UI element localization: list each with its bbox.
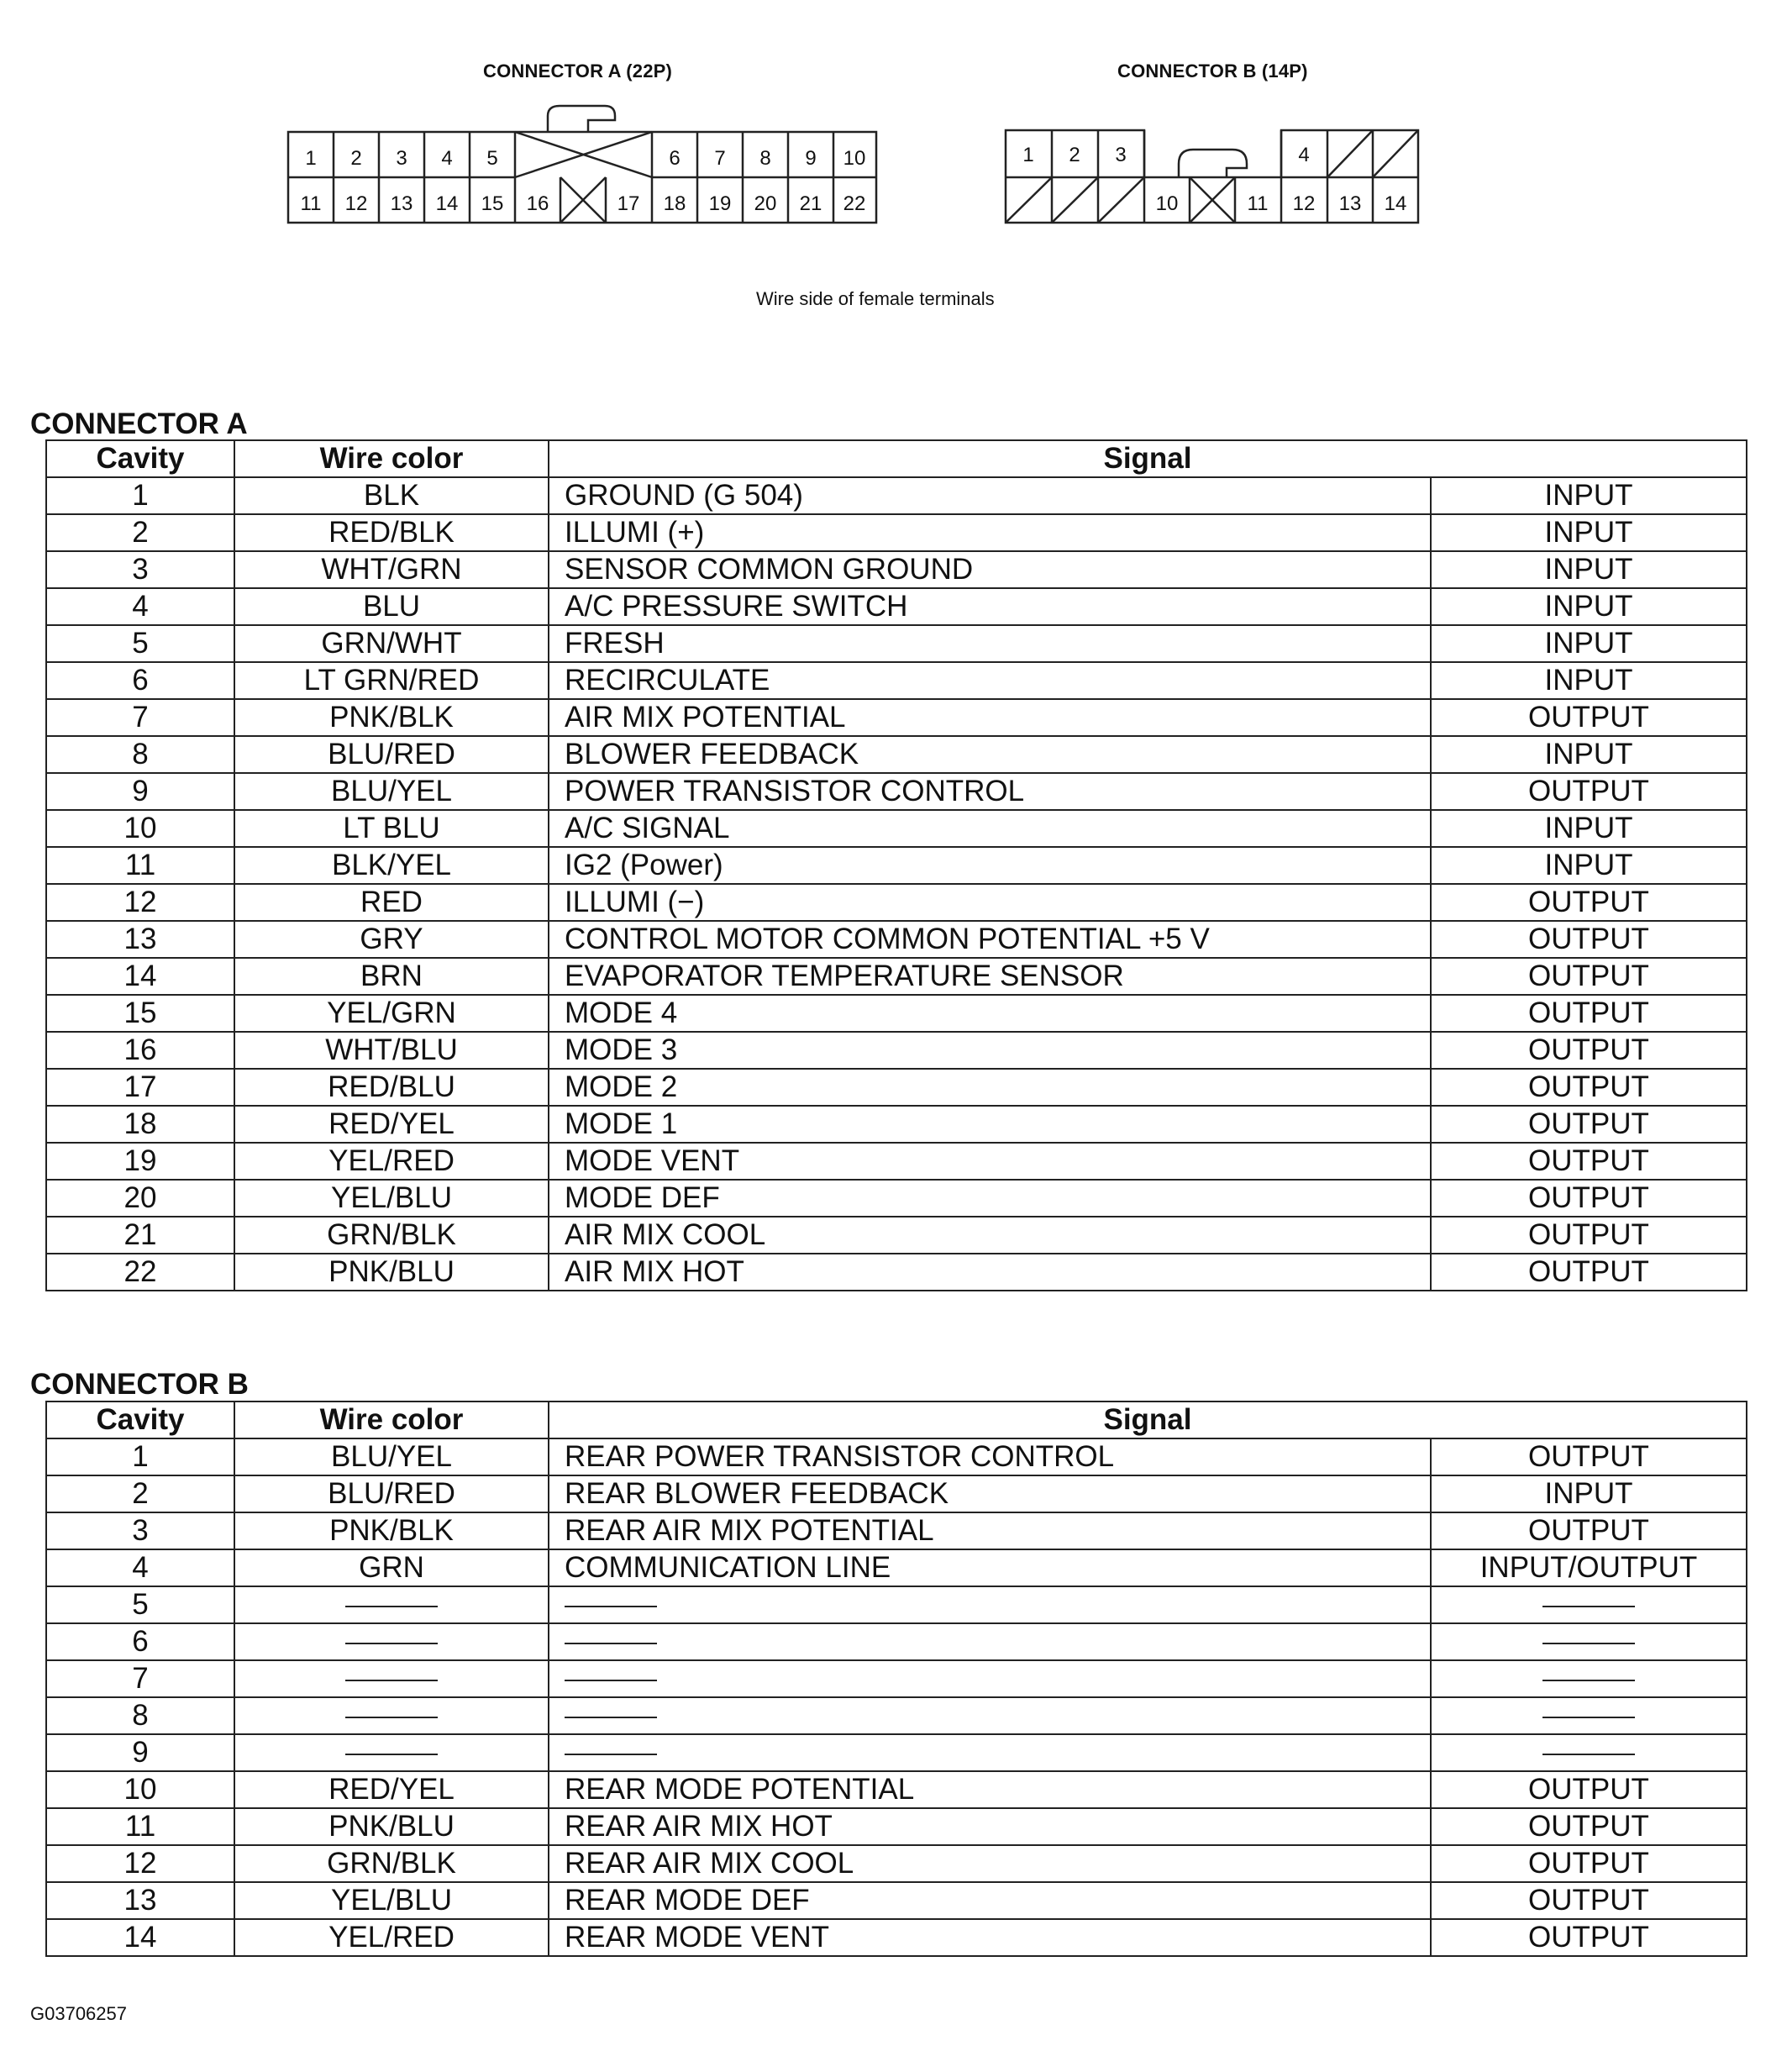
table-row xyxy=(46,1808,1747,1845)
io-direction-cell: OUTPUT xyxy=(1431,1808,1747,1845)
cavity-cell: 21 xyxy=(46,1217,234,1254)
cavity-cell: 4 xyxy=(46,1549,234,1586)
table-row xyxy=(46,588,1747,625)
cavity-cell: 10 xyxy=(46,810,234,847)
wire-color-cell xyxy=(234,1734,549,1771)
connector-b-latch xyxy=(1179,150,1247,177)
table-row xyxy=(46,1697,1747,1734)
io-direction-cell: INPUT xyxy=(1431,477,1747,514)
unused-dash xyxy=(345,1717,438,1718)
table-row xyxy=(46,1106,1747,1143)
signal-cell: CONTROL MOTOR COMMON POTENTIAL +5 V xyxy=(549,921,1431,958)
wire-color-cell: BLU/RED xyxy=(234,736,549,773)
wire-color-cell: GRN/BLK xyxy=(234,1845,549,1882)
wire-side-caption: Wire side of female terminals xyxy=(756,288,995,309)
signal-cell xyxy=(549,1697,1431,1734)
io-direction-cell xyxy=(1431,1734,1747,1771)
cavity-cell: 9 xyxy=(46,773,234,810)
table-row xyxy=(46,1180,1747,1217)
table-row xyxy=(46,1032,1747,1069)
wire-color-cell: YEL/BLU xyxy=(234,1882,549,1919)
io-direction-cell: OUTPUT xyxy=(1431,1254,1747,1291)
signal-cell: AIR MIX POTENTIAL xyxy=(549,699,1431,736)
wire-color-cell: RED/YEL xyxy=(234,1771,549,1808)
wire-color-cell xyxy=(234,1660,549,1697)
cavity-cell: 1 xyxy=(46,1438,234,1475)
io-direction-cell: OUTPUT xyxy=(1431,995,1747,1032)
unused-dash xyxy=(1542,1717,1635,1718)
figure-id: G03706257 xyxy=(30,2003,127,2024)
signal-cell: MODE VENT xyxy=(549,1143,1431,1180)
io-direction-cell: INPUT xyxy=(1431,551,1747,588)
table-row xyxy=(46,847,1747,884)
wire-color-header: Wire color xyxy=(234,440,549,477)
io-direction-cell xyxy=(1431,1623,1747,1660)
connector-b-rows xyxy=(46,1438,1747,1956)
wire-color-cell: BLK/YEL xyxy=(234,847,549,884)
cavity-cell: 6 xyxy=(46,662,234,699)
table-row xyxy=(46,1217,1747,1254)
connector-a-pin-label: 8 xyxy=(759,147,771,170)
wire-color-cell: PNK/BLK xyxy=(234,699,549,736)
cavity-cell: 4 xyxy=(46,588,234,625)
connector-a-pin-label: 13 xyxy=(390,192,413,215)
cavity-header: Cavity xyxy=(46,440,234,477)
connector-a-pin-label: 19 xyxy=(708,192,732,215)
signal-cell: MODE 1 xyxy=(549,1106,1431,1143)
unused-dash xyxy=(565,1754,657,1755)
connector-a-pin-label: 11 xyxy=(300,192,322,215)
table-row xyxy=(46,1919,1747,1956)
io-direction-cell: OUTPUT xyxy=(1431,1919,1747,1956)
wire-color-cell: WHT/BLU xyxy=(234,1032,549,1069)
table-row xyxy=(46,699,1747,736)
signal-header: Signal xyxy=(549,1401,1747,1438)
table-row xyxy=(46,736,1747,773)
signal-cell: FRESH xyxy=(549,625,1431,662)
signal-cell: IG2 (Power) xyxy=(549,847,1431,884)
wire-color-cell: YEL/RED xyxy=(234,1919,549,1956)
unused-dash xyxy=(565,1606,657,1607)
cavity-cell: 10 xyxy=(46,1771,234,1808)
unused-dash xyxy=(565,1643,657,1644)
table-row xyxy=(46,1623,1747,1660)
table-row xyxy=(46,1734,1747,1771)
unused-dash xyxy=(565,1680,657,1681)
cavity-cell: 7 xyxy=(46,699,234,736)
io-direction-cell: INPUT xyxy=(1431,588,1747,625)
connector-a-latch xyxy=(548,106,615,132)
signal-cell: BLOWER FEEDBACK xyxy=(549,736,1431,773)
signal-cell: A/C SIGNAL xyxy=(549,810,1431,847)
signal-cell: COMMUNICATION LINE xyxy=(549,1549,1431,1586)
table-row xyxy=(46,662,1747,699)
cavity-cell: 16 xyxy=(46,1032,234,1069)
unused-dash xyxy=(345,1680,438,1681)
signal-cell xyxy=(549,1734,1431,1771)
connector-a-table xyxy=(45,439,1747,1291)
signal-cell: AIR MIX HOT xyxy=(549,1254,1431,1291)
wire-color-cell: RED/YEL xyxy=(234,1106,549,1143)
cavity-cell: 11 xyxy=(46,1808,234,1845)
cavity-cell: 11 xyxy=(46,847,234,884)
cavity-cell: 12 xyxy=(46,884,234,921)
io-direction-cell xyxy=(1431,1697,1747,1734)
connector-b-pin-label: 11 xyxy=(1247,192,1269,215)
signal-cell: GROUND (G 504) xyxy=(549,477,1431,514)
wire-color-cell xyxy=(234,1586,549,1623)
wire-color-cell: PNK/BLK xyxy=(234,1512,549,1549)
signal-cell: REAR MODE VENT xyxy=(549,1919,1431,1956)
connector-a-pin-label: 3 xyxy=(396,147,407,170)
table-row xyxy=(46,1069,1747,1106)
connector-a-pin-label: 21 xyxy=(799,192,822,215)
wire-color-cell: BLU/YEL xyxy=(234,1438,549,1475)
table-row xyxy=(46,773,1747,810)
wire-color-cell: BLU/YEL xyxy=(234,773,549,810)
wire-color-cell: YEL/BLU xyxy=(234,1180,549,1217)
io-direction-cell: INPUT/OUTPUT xyxy=(1431,1549,1747,1586)
cavity-cell: 2 xyxy=(46,514,234,551)
cavity-cell: 9 xyxy=(46,1734,234,1771)
signal-cell: REAR AIR MIX POTENTIAL xyxy=(549,1512,1431,1549)
table-row xyxy=(46,1845,1747,1882)
cavity-cell: 14 xyxy=(46,1919,234,1956)
unused-dash xyxy=(565,1717,657,1718)
connector-b-pin-label: 14 xyxy=(1384,192,1407,215)
table-row xyxy=(46,1549,1747,1586)
connector-b-section-title: CONNECTOR B xyxy=(30,1368,249,1401)
cavity-cell: 8 xyxy=(46,736,234,773)
signal-header: Signal xyxy=(549,440,1747,477)
unused-dash xyxy=(1542,1606,1635,1607)
connector-a-pin-label: 5 xyxy=(486,147,498,170)
connector-b-pin-label: 10 xyxy=(1155,192,1179,215)
connector-a-face xyxy=(288,106,876,223)
signal-cell: MODE 3 xyxy=(549,1032,1431,1069)
cavity-cell: 19 xyxy=(46,1143,234,1180)
wire-color-cell: BLU xyxy=(234,588,549,625)
unused-dash xyxy=(345,1643,438,1644)
wire-color-cell xyxy=(234,1623,549,1660)
wire-color-cell: PNK/BLU xyxy=(234,1254,549,1291)
signal-cell: REAR AIR MIX HOT xyxy=(549,1808,1431,1845)
io-direction-cell: INPUT xyxy=(1431,1475,1747,1512)
connector-a-pin-label: 4 xyxy=(441,147,453,170)
connector-a-pin-label: 20 xyxy=(754,192,777,215)
cavity-cell: 1 xyxy=(46,477,234,514)
cavity-cell: 3 xyxy=(46,1512,234,1549)
table-row xyxy=(46,1143,1747,1180)
wire-color-cell: LT BLU xyxy=(234,810,549,847)
table-row xyxy=(46,1586,1747,1623)
cavity-cell: 5 xyxy=(46,625,234,662)
signal-cell: RECIRCULATE xyxy=(549,662,1431,699)
table-row xyxy=(46,1660,1747,1697)
signal-cell: ILLUMI (−) xyxy=(549,884,1431,921)
signal-cell xyxy=(549,1623,1431,1660)
signal-cell: AIR MIX COOL xyxy=(549,1217,1431,1254)
cavity-header: Cavity xyxy=(46,1401,234,1438)
table-row xyxy=(46,477,1747,514)
connector-a-pin-label: 22 xyxy=(843,192,866,215)
cavity-cell: 17 xyxy=(46,1069,234,1106)
table-row xyxy=(46,551,1747,588)
wire-color-cell: LT GRN/RED xyxy=(234,662,549,699)
table-header-row xyxy=(46,440,1747,477)
io-direction-cell: OUTPUT xyxy=(1431,1032,1747,1069)
connector-b-pin-label: 4 xyxy=(1298,144,1310,166)
table-row xyxy=(46,1254,1747,1291)
table-row xyxy=(46,884,1747,921)
io-direction-cell: INPUT xyxy=(1431,847,1747,884)
cavity-cell: 22 xyxy=(46,1254,234,1291)
table-row xyxy=(46,1475,1747,1512)
table-row xyxy=(46,514,1747,551)
io-direction-cell: INPUT xyxy=(1431,810,1747,847)
io-direction-cell: OUTPUT xyxy=(1431,1845,1747,1882)
connector-a-pin-label: 7 xyxy=(714,147,726,170)
connector-a-diagram-title: CONNECTOR A (22P) xyxy=(483,60,673,82)
unused-dash xyxy=(345,1606,438,1607)
signal-cell xyxy=(549,1660,1431,1697)
table-row xyxy=(46,958,1747,995)
table-row xyxy=(46,1771,1747,1808)
io-direction-cell: OUTPUT xyxy=(1431,884,1747,921)
signal-cell: SENSOR COMMON GROUND xyxy=(549,551,1431,588)
cavity-cell: 15 xyxy=(46,995,234,1032)
table-row xyxy=(46,1512,1747,1549)
io-direction-cell: INPUT xyxy=(1431,625,1747,662)
io-direction-cell: OUTPUT xyxy=(1431,1882,1747,1919)
signal-cell: REAR MODE DEF xyxy=(549,1882,1431,1919)
io-direction-cell: OUTPUT xyxy=(1431,958,1747,995)
io-direction-cell xyxy=(1431,1586,1747,1623)
wire-color-cell: BLK xyxy=(234,477,549,514)
connector-b-pin-label: 3 xyxy=(1115,144,1127,166)
signal-cell: POWER TRANSISTOR CONTROL xyxy=(549,773,1431,810)
signal-cell: REAR AIR MIX COOL xyxy=(549,1845,1431,1882)
connector-a-pin-label: 15 xyxy=(481,192,504,215)
signal-cell: A/C PRESSURE SWITCH xyxy=(549,588,1431,625)
table-row xyxy=(46,1438,1747,1475)
connector-a-rows xyxy=(46,477,1747,1291)
io-direction-cell: OUTPUT xyxy=(1431,773,1747,810)
signal-cell: REAR MODE POTENTIAL xyxy=(549,1771,1431,1808)
connector-b-pin-label: 2 xyxy=(1069,144,1080,166)
cavity-cell: 13 xyxy=(46,921,234,958)
io-direction-cell: OUTPUT xyxy=(1431,1069,1747,1106)
io-direction-cell: OUTPUT xyxy=(1431,1143,1747,1180)
table-row xyxy=(46,810,1747,847)
connector-a-section-title: CONNECTOR A xyxy=(30,408,248,440)
connector-a-pin-label: 6 xyxy=(669,147,681,170)
io-direction-cell: OUTPUT xyxy=(1431,1771,1747,1808)
wire-color-cell: RED xyxy=(234,884,549,921)
cavity-cell: 6 xyxy=(46,1623,234,1660)
connector-a-pin-label: 2 xyxy=(350,147,362,170)
connector-b-diagram-title: CONNECTOR B (14P) xyxy=(1117,60,1308,82)
io-direction-cell: OUTPUT xyxy=(1431,1438,1747,1475)
wire-color-cell: RED/BLU xyxy=(234,1069,549,1106)
signal-cell: MODE DEF xyxy=(549,1180,1431,1217)
signal-cell: REAR POWER TRANSISTOR CONTROL xyxy=(549,1438,1431,1475)
cavity-cell: 8 xyxy=(46,1697,234,1734)
connector-b-pin-label: 12 xyxy=(1292,192,1316,215)
signal-cell: MODE 4 xyxy=(549,995,1431,1032)
unused-dash xyxy=(1542,1754,1635,1755)
wire-color-cell: YEL/RED xyxy=(234,1143,549,1180)
io-direction-cell: OUTPUT xyxy=(1431,1512,1747,1549)
signal-cell: MODE 2 xyxy=(549,1069,1431,1106)
connector-a-pin-numbers xyxy=(301,147,866,215)
connector-face-diagrams xyxy=(0,0,1771,269)
unused-dash xyxy=(345,1754,438,1755)
wire-color-cell: RED/BLK xyxy=(234,514,549,551)
cavity-cell: 18 xyxy=(46,1106,234,1143)
io-direction-cell: INPUT xyxy=(1431,736,1747,773)
wire-color-cell xyxy=(234,1697,549,1734)
wire-color-cell: GRN xyxy=(234,1549,549,1586)
table-header-row xyxy=(46,1401,1747,1438)
wire-color-header: Wire color xyxy=(234,1401,549,1438)
cavity-cell: 7 xyxy=(46,1660,234,1697)
connector-a-pin-label: 17 xyxy=(617,192,640,215)
signal-cell: ILLUMI (+) xyxy=(549,514,1431,551)
table-row xyxy=(46,995,1747,1032)
wire-color-cell: BLU/RED xyxy=(234,1475,549,1512)
table-row xyxy=(46,921,1747,958)
connector-a-pin-label: 9 xyxy=(805,147,817,170)
cavity-cell: 12 xyxy=(46,1845,234,1882)
wire-color-cell: BRN xyxy=(234,958,549,995)
wire-color-cell: PNK/BLU xyxy=(234,1808,549,1845)
signal-cell: REAR BLOWER FEEDBACK xyxy=(549,1475,1431,1512)
connector-a-pin-label: 14 xyxy=(435,192,459,215)
signal-cell xyxy=(549,1586,1431,1623)
connector-a-pin-label: 1 xyxy=(305,147,317,170)
table-row xyxy=(46,1882,1747,1919)
wire-color-cell: GRY xyxy=(234,921,549,958)
io-direction-cell: INPUT xyxy=(1431,514,1747,551)
wire-color-cell: GRN/BLK xyxy=(234,1217,549,1254)
wire-color-cell: YEL/GRN xyxy=(234,995,549,1032)
io-direction-cell: INPUT xyxy=(1431,662,1747,699)
connector-a-pin-label: 12 xyxy=(344,192,368,215)
io-direction-cell: OUTPUT xyxy=(1431,1180,1747,1217)
connector-b-pin-label: 1 xyxy=(1022,144,1034,166)
wire-color-cell: GRN/WHT xyxy=(234,625,549,662)
cavity-cell: 2 xyxy=(46,1475,234,1512)
unused-dash xyxy=(1542,1643,1635,1644)
cavity-cell: 5 xyxy=(46,1586,234,1623)
signal-cell: EVAPORATOR TEMPERATURE SENSOR xyxy=(549,958,1431,995)
connector-b-pin-label: 13 xyxy=(1338,192,1362,215)
connector-b-table xyxy=(45,1401,1747,1957)
connector-a-pin-label: 10 xyxy=(843,147,866,170)
io-direction-cell: OUTPUT xyxy=(1431,699,1747,736)
cavity-cell: 3 xyxy=(46,551,234,588)
cavity-cell: 14 xyxy=(46,958,234,995)
io-direction-cell xyxy=(1431,1660,1747,1697)
cavity-cell: 13 xyxy=(46,1882,234,1919)
io-direction-cell: OUTPUT xyxy=(1431,1217,1747,1254)
connector-a-pin-label: 18 xyxy=(663,192,686,215)
wire-color-cell: WHT/GRN xyxy=(234,551,549,588)
connector-a-pin-label: 16 xyxy=(526,192,549,215)
unused-dash xyxy=(1542,1680,1635,1681)
io-direction-cell: OUTPUT xyxy=(1431,921,1747,958)
cavity-cell: 20 xyxy=(46,1180,234,1217)
io-direction-cell: OUTPUT xyxy=(1431,1106,1747,1143)
table-row xyxy=(46,625,1747,662)
